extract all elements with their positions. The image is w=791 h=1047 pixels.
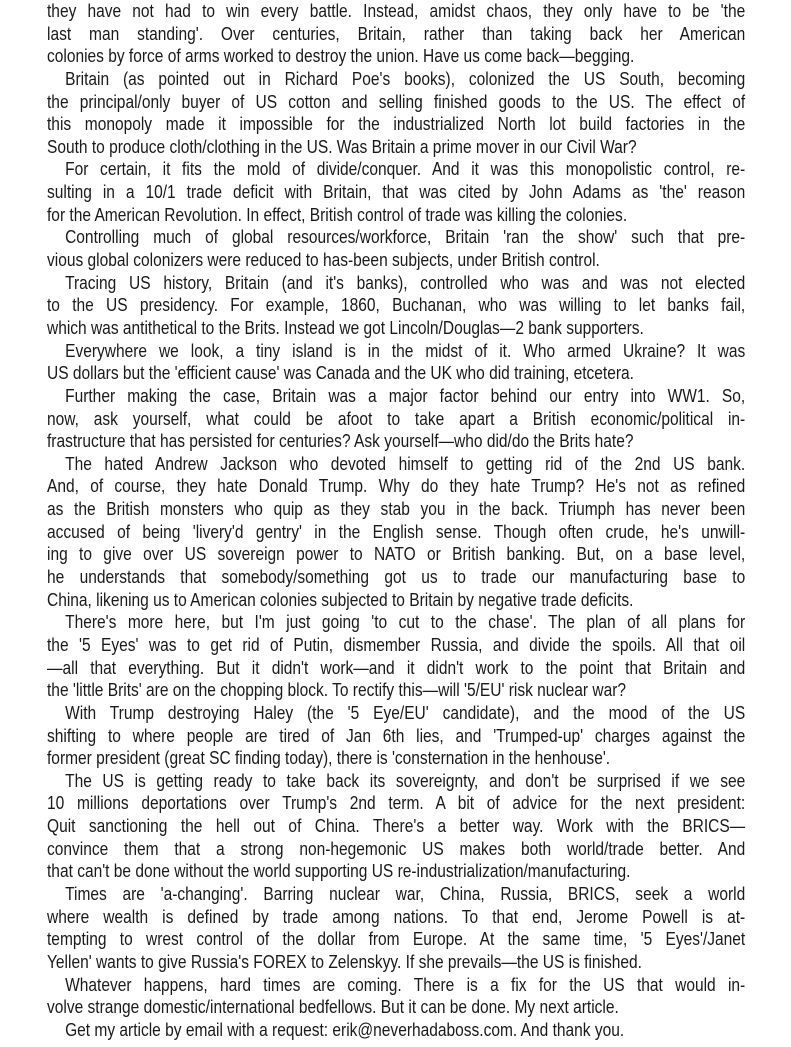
line-text: the principal/only buyer of US cotton and selling finished goods to the US. The effect of <box>47 91 746 112</box>
text-line <box>47 928 745 951</box>
line-text: Times are 'a-changing'. Barring nuclear war, China, Russia, BRICS, seek a world <box>65 883 746 904</box>
text-line <box>47 430 745 453</box>
text-line <box>47 1019 745 1042</box>
line-text: this monopoly made it impossible for the industrialized North lot build factories in the <box>47 114 746 135</box>
text-line <box>47 340 745 363</box>
text-line <box>47 45 745 68</box>
text-line <box>47 543 745 566</box>
line-text: the '5 Eyes' was to get rid of Putin, dismember Russia, and divide the spoils. All that oil <box>47 634 746 655</box>
line-text: Britain (as pointed out in Richard Poe's books), colonized the US South, becoming <box>65 68 746 89</box>
text-line <box>47 113 745 136</box>
line-text: sulting in a 10/1 trade deficit with Britain, that was cited by John Adams as 'the' reason <box>47 182 746 203</box>
line-text: Tracing US history, Britain (and it's banks), controlled who was and was not elected <box>65 272 746 293</box>
line-text: he understands that somebody/something got us to trade our manufacturing base to <box>47 567 746 588</box>
text-line <box>47 385 745 408</box>
text-line <box>47 702 745 725</box>
text-line <box>47 294 745 317</box>
line-text: ing to give over US sovereign power to NATO or British banking. But, on a base level, <box>47 544 746 565</box>
line-text: —all that everything. But it didn't work—and it didn't work to the point that Britain and <box>47 657 746 678</box>
text-line <box>47 657 745 680</box>
line-text: The US is getting ready to take back its sovereignty, and don't be surprised if we see <box>65 770 746 791</box>
text-line <box>47 453 745 476</box>
text-line <box>47 204 745 227</box>
text-line <box>47 589 745 612</box>
line-text: former president (great SC finding today), there is 'consternation in the henhouse'. <box>47 748 611 769</box>
line-text: Everywhere we look, a tiny island is in the midst of it. Who armed Ukraine? It was <box>65 340 746 361</box>
line-text: There's more here, but I'm just going 'to cut to the chase'. The plan of all plans for <box>65 612 746 633</box>
paragraph <box>47 340 745 385</box>
text-line <box>47 91 745 114</box>
line-text: that can't be done without the world supporting US re-industrialization/manufacturing. <box>47 861 631 882</box>
line-text: for the American Revolution. In effect, British control of trade was killing the colonies. <box>47 204 628 225</box>
text-line <box>47 634 745 657</box>
line-text: volve strange domestic/international bedfellows. But it can be done. My next article. <box>47 997 619 1018</box>
text-line <box>47 679 745 702</box>
line-text: now, ask yourself, what could be afoot to take apart a British economic/political in- <box>47 408 746 429</box>
text-line <box>47 974 745 997</box>
paragraph <box>47 453 745 611</box>
text-line <box>47 611 745 634</box>
paragraph <box>47 1019 745 1042</box>
text-line <box>47 0 745 23</box>
article-page <box>47 0 745 1041</box>
line-text: accused of being 'livery'd gentry' in the English sense. Though often crude, he's unwill- <box>47 521 746 542</box>
paragraph <box>47 770 745 883</box>
text-line <box>47 792 745 815</box>
text-line <box>47 906 745 929</box>
paragraph <box>47 226 745 271</box>
line-text: where wealth is defined by trade among nations. To that end, Jerome Powell is at- <box>47 906 746 927</box>
line-text: Controlling much of global resources/workforce, Britain 'ran the show' such that pre- <box>65 227 746 248</box>
paragraph <box>47 702 745 770</box>
line-text: convince them that a strong non-hegemonic US makes both world/trade better. And <box>47 838 746 859</box>
line-text: Quit sanctioning the hell out of China. There's a better way. Work with the BRICS— <box>47 816 746 837</box>
text-line <box>47 747 745 770</box>
line-text: For certain, it fits the mold of divide/conquer. And it was this monopolistic control, re- <box>65 159 746 180</box>
text-line <box>47 136 745 159</box>
text-line <box>47 951 745 974</box>
line-text: they have not had to win every battle. Instead, amidst chaos, they only have to be 'the <box>47 1 746 21</box>
text-line <box>47 838 745 861</box>
paragraph <box>47 68 745 159</box>
line-text: 10 millions deportations over Trump's 2nd term. A bit of advice for the next president: <box>47 793 746 814</box>
paragraph <box>47 883 745 974</box>
text-line <box>47 725 745 748</box>
line-text: Further making the case, Britain was a major factor behind our entry into WW1. So, <box>65 385 746 406</box>
line-text: China, likening us to American colonies subjected to Britain by negative trade deficits. <box>47 589 634 610</box>
text-line <box>47 815 745 838</box>
text-line <box>47 566 745 589</box>
text-line <box>47 317 745 340</box>
paragraph <box>47 158 745 226</box>
line-text: as the British monsters who quip as they stab you in the back. Triumph has never been <box>47 499 746 520</box>
line-text: which was antithetical to the Brits. Instead we got Lincoln/Douglas—2 bank supporters. <box>47 317 644 338</box>
line-text: colonies by force of arms worked to destroy the union. Have us come back—begging. <box>47 46 635 67</box>
text-line <box>47 883 745 906</box>
text-line <box>47 498 745 521</box>
text-line <box>47 249 745 272</box>
text-line <box>47 226 745 249</box>
text-line <box>47 860 745 883</box>
paragraph <box>47 385 745 453</box>
text-line <box>47 475 745 498</box>
line-text: to the US presidency. For example, 1860, Buchanan, who was willing to let banks fail, <box>47 295 746 316</box>
paragraph <box>47 0 745 68</box>
line-text: last man standing'. Over centuries, Britain, rather than taking back her American <box>47 23 746 44</box>
line-text: And, of course, they hate Donald Trump. Why do they hate Trump? He's not as refined <box>47 476 746 497</box>
text-line <box>47 181 745 204</box>
text-line <box>47 521 745 544</box>
line-text: Yellen' wants to give Russia's FOREX to Zelenskyy. If she prevails—the US is finished. <box>47 951 642 972</box>
text-line <box>47 23 745 46</box>
line-text: frastructure that has persisted for centuries? Ask yourself—who did/do the Brits hate? <box>47 431 634 452</box>
text-line <box>47 770 745 793</box>
line-text: Whatever happens, hard times are coming. There is a fix for the US that would in- <box>65 974 746 995</box>
text-line <box>47 158 745 181</box>
paragraph <box>47 974 745 1019</box>
line-text: With Trump destroying Haley (the '5 Eye/EU' candidate), and the mood of the US <box>65 702 746 723</box>
text-line <box>47 362 745 385</box>
line-text: US dollars but the 'efficient cause' was Canada and the UK who did training, etcetera. <box>47 363 634 384</box>
text-line <box>47 272 745 295</box>
line-text: Get my article by email with a request: erik@neverhadaboss.com. And thank you. <box>65 1019 625 1040</box>
text-line <box>47 996 745 1019</box>
line-text: South to produce cloth/clothing in the US. Was Britain a prime mover in our Civil War? <box>47 136 637 157</box>
line-text: shifting to where people are tired of Jan 6th lies, and 'Trumped-up' charges against the <box>47 725 746 746</box>
text-line <box>47 408 745 431</box>
line-text: vious global colonizers were reduced to has-been subjects, under British control. <box>47 250 600 271</box>
paragraph <box>47 611 745 702</box>
text-line <box>47 68 745 91</box>
line-text: the 'little Brits' are on the chopping block. To rectify this—will '5/EU' risk nuclear war? <box>47 680 627 701</box>
line-text: The hated Andrew Jackson who devoted himself to getting rid of the 2nd US bank. <box>65 453 746 474</box>
paragraph <box>47 272 745 340</box>
line-text: tempting to wrest control of the dollar from Europe. At the same time, '5 Eyes'/Janet <box>47 929 746 950</box>
